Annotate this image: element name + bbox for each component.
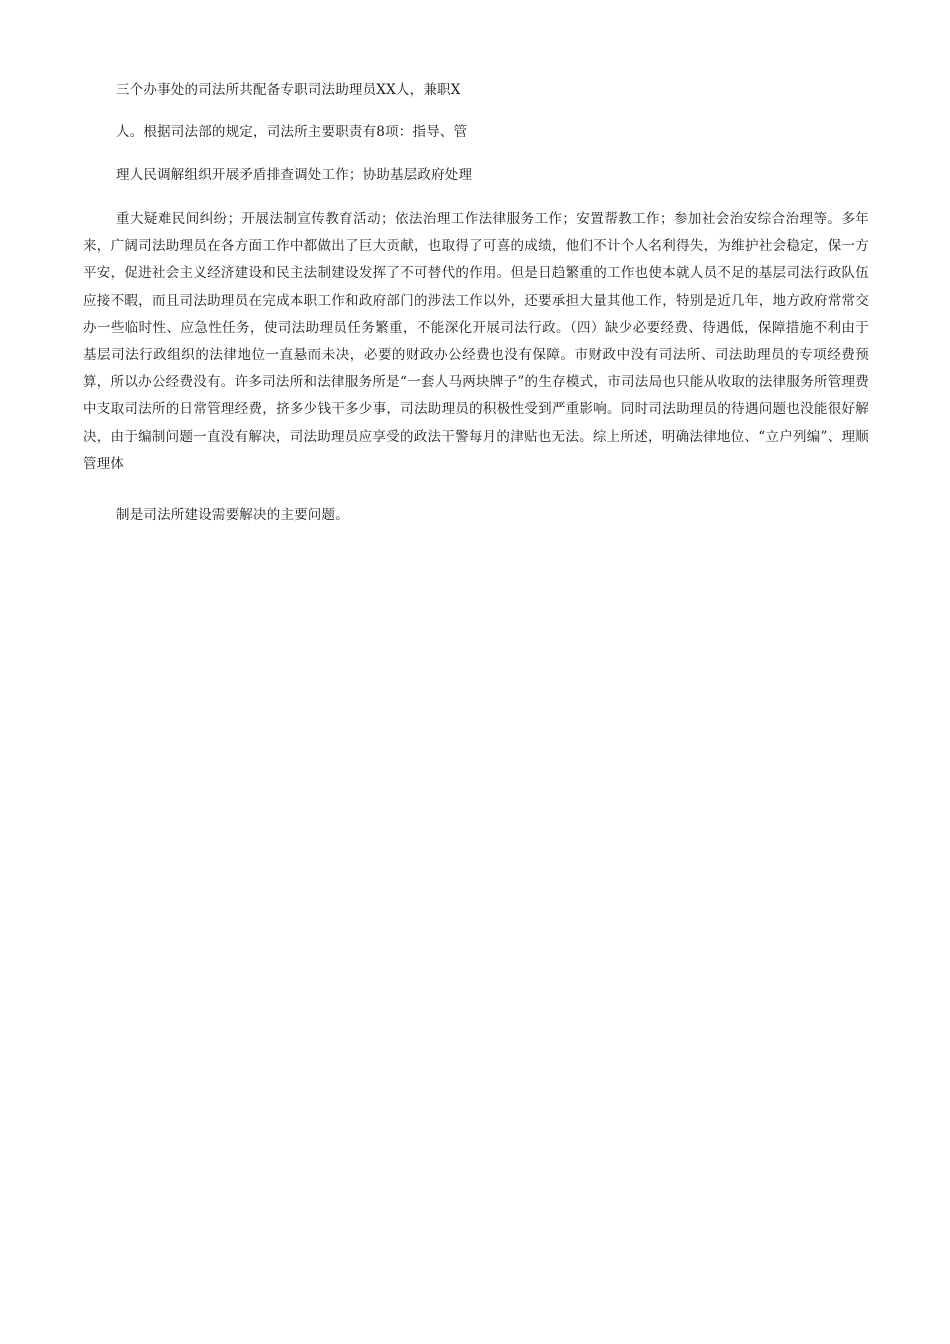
text-line-2: 人。根据司法部的规定，司法所主要职责有8项：指导、管 xyxy=(116,124,468,140)
closing-line: 制是司法所建设需要解决的主要问题。 xyxy=(116,507,349,523)
text-line-3: 理人民调解组织开展矛盾排查调处工作；协助基层政府处理 xyxy=(116,167,473,183)
text-line-1: 三个办事处的司法所共配备专职司法助理员XX人，兼职X xyxy=(116,82,461,98)
body-paragraph: 重大疑难民间纠纷；开展法制宣传教育活动；依法治理工作法律服务工作；安置帮教工作；参加社会治安综合治理等。多年来，广阔司法助理员在各方面工作中都做出了巨大贡献，也取得了可喜的成绩，他们不计个人名利得失，为维护社会稳定，保一方平安，促进社会主义经济建设和民主法制建设发挥了不可替代的作用。但是日趋繁重的工作也使本就人员不足的基层司法行政队伍应接不暇，而且司法助理员在完成本职工作和政府部门的涉法工作以外，还要承担大量其他工作，特别是近几年，地方政府常常交办一些临时性、应急性任务，使司法助理员任务繁重，不能深化开展司法行政。（四）缺少必要经费、待遇低，保障措施不利由于基层司法行政组织的法律地位一直悬而未决，必要的财政办公经费也没有保障。市财政中没有司法所、司法助理员的专项经费预算，所以办公经费没有。许多司法所和法律服务所是“一套人马两块牌子”的生存模式，市司法局也只能从收取的法律服务所管理费中支取司法所的日常管理经费，挤多少钱干多少事，司法助理员的积极性受到严重影响。同时司法助理员的待遇问题也没能很好解决，由于编制问题一直没有解决，司法助理员应享受的政法干警每月的津贴也无法。综上所述，明确法律地位、“立户列编”、理顺管理体 xyxy=(83,211,869,472)
